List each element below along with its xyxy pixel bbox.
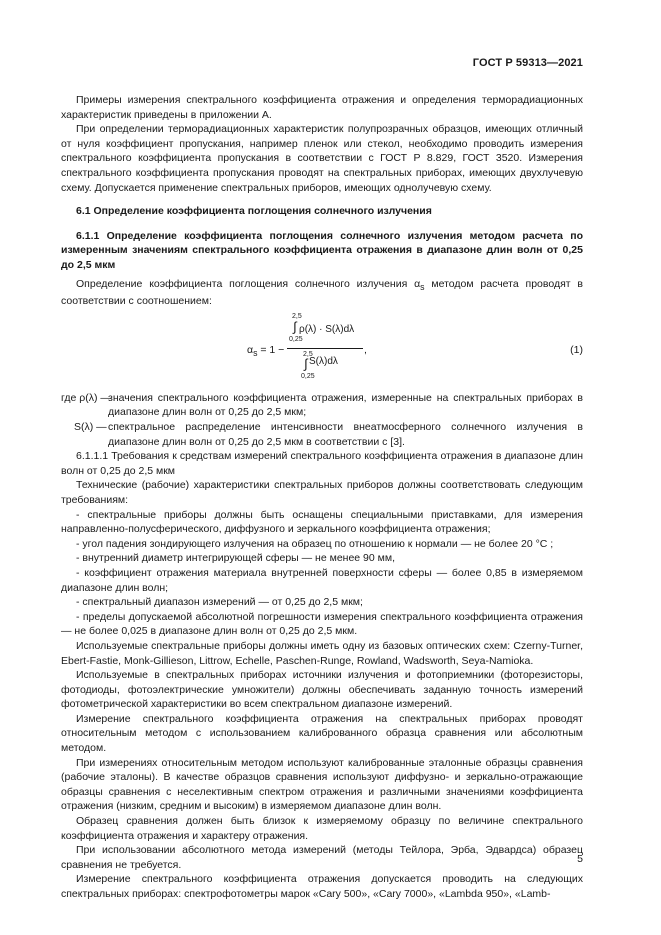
- definition-text: спектральное распределение интенсивности внеатмосферного солнечного излучения в диапазоне длин волн от 0,25 до 2,5 мкм в соответствии с [3].: [108, 421, 583, 448]
- denominator-lower-limit: 0,25: [301, 372, 315, 380]
- paragraph-requirements-intro: Технические (рабочие) характеристики спектральных приборов должны соответствовать следующим требованиям:: [61, 479, 583, 506]
- list-item: - коэффициент отражения материала внутренней поверхности сферы — более 0,85 в измеряемом диапазоне длин волн;: [61, 566, 583, 594]
- formula-lhs: $\alpha_s = 1$ −: [247, 343, 285, 358]
- page-number: 5: [577, 853, 583, 865]
- list-item: - спектральные приборы должны быть оснащены специальными приставками, для измерения направленно-полусферического, диффузного и зеркального коэффициента отражения;: [61, 508, 583, 536]
- numerator-lower-limit: 0,25: [289, 335, 303, 343]
- section-6-1-heading: 6.1 Определение коэффициента поглощения солнечного излучения: [76, 205, 432, 218]
- paragraph-optical-schemes: Используемые спектральные приборы должны иметь одну из базовых оптических схем: Czerny-Turner, Ebert-Fastie, Monk-Gillieson, Littrow, Echelle, Paschen-Runge, Rowland, Wadsworth, Seya-Namioka.: [61, 639, 583, 667]
- definition-text: значения спектрального коэффициента отражения, измеренные на спектральных приборах в диапазоне длин волн от 0,25 до 2,5 мкм;: [108, 391, 583, 419]
- paragraph-intro-1: Примеры измерения спектрального коэффициента отражения и определения терморадиационных характеристик приведены в приложении А.: [61, 94, 583, 121]
- page-content: [61, 93, 583, 902]
- fraction-bar: [287, 348, 363, 349]
- list-item: - угол падения зондирующего излучения на образец по отношению к нормали — не более 20 °С ;: [76, 537, 554, 550]
- paragraph-sources: Используемые в спектральных приборах источники излучения и фотоприемники (фоторезисторы, фотодиоды, фотоэлектрические умножители) должны обеспечивать заданную точность измерений фотометрической характеристики во всем спектральном диапазоне измерений.: [61, 669, 583, 711]
- definition-term: S(λ) —: [74, 421, 107, 433]
- paragraph-methods: Измерение спектрального коэффициента отражения на спектральных приборах проводят относительным методом с использованием калиброванного образца сравнения или абсолютным методом.: [61, 712, 583, 755]
- paragraph-intro-2: При определении терморадиационных характеристик полупрозрачных образцов, имеющих отличный от нуля коэффициент пропускания, например пленок или стекол, необходимо проводить измерения спектрального коэффициента пропускания в соответствии с ГОСТ Р 8.829, ГОСТ 3520. Измерения спектрального коэффициента пропускания проводят на спектральных приборах, имеющих двухлучевую схему. Допускается применение спектральных приборов, имеющих однолучевую схему.: [61, 123, 583, 194]
- list-item: - пределы допускаемой абсолютной погрешности измерения спектрального коэффициента отражения — не более 0,025 в диапазоне длин волн от 0,25 до 2,5 мкм.: [61, 610, 583, 638]
- list-item: - внутренний диаметр интегрирующей сферы — не менее 90 мм,: [76, 552, 396, 565]
- definition-rho: [61, 391, 583, 420]
- paragraph-reference-sample: Образец сравнения должен быть близок к измеряемому образцу по величине спектрального коэффициента отражения и характеру отражения.: [61, 815, 583, 842]
- paragraph-absolute-method: При использовании абсолютного метода измерений (методы Тейлора, Эрба, Эдвардса) образец сравнения не требуется.: [61, 844, 583, 871]
- denominator-integral-sign: ∫: [304, 355, 308, 371]
- denominator-upper-limit: 2,5: [303, 350, 313, 358]
- section-6-1-1-heading: 6.1.1 Определение коэффициента поглощения солнечного излучения методом расчета по измеренным значениям спектрального коэффициента отражения в диапазоне длин волн от 0,25 до 2,5 мкм: [61, 229, 583, 271]
- formula-lead-text: Определение коэффициента поглощения солнечного излучения $\alpha_s$ методом расчета проводят в соответствии с соотношением:: [61, 277, 583, 308]
- numerator-integral-sign: ∫: [293, 318, 297, 334]
- list-item: - спектральный диапазон измерений — от 0,25 до 2,5 мкм;: [76, 596, 363, 609]
- paragraph-instruments: Измерение спектрального коэффициента отражения допускается проводить на следующих спектральных приборах: спектрофотометры марок «Cary 500», «Cary 7000», «Lambda 950», «Lamb-: [61, 873, 583, 900]
- paragraph-relative-method: При измерениях относительным методом используют калиброванные эталонные образцы сравнения (рабочие эталоны). В качестве образцов сравнения используют диффузно- и зеркально-отражающие образцы сравнения с неселективным спектром отражения и различными значениями коэффициента отражения (низким, средним и высоким) в измеряемом диапазоне длин волн.: [61, 756, 583, 813]
- formula-comma: ,: [364, 343, 367, 356]
- formula-numerator: ρ(λ) · S(λ)dλ: [299, 323, 355, 335]
- definition-s: [61, 420, 583, 449]
- formula-number: (1): [570, 343, 583, 356]
- formula-denominator: S(λ)dλ: [309, 355, 338, 367]
- definition-term: где ρ(λ) —: [61, 391, 111, 404]
- document-code-header: ГОСТ Р 59313—2021: [472, 57, 583, 69]
- numerator-upper-limit: 2,5: [292, 312, 302, 320]
- formula-1: [61, 311, 583, 385]
- paragraph-6-1-1-1: 6.1.1.1 Требования к средствам измерений спектрального коэффициента отражения в диапазоне длин волн от 0,25 до 2,5 мкм: [61, 450, 583, 477]
